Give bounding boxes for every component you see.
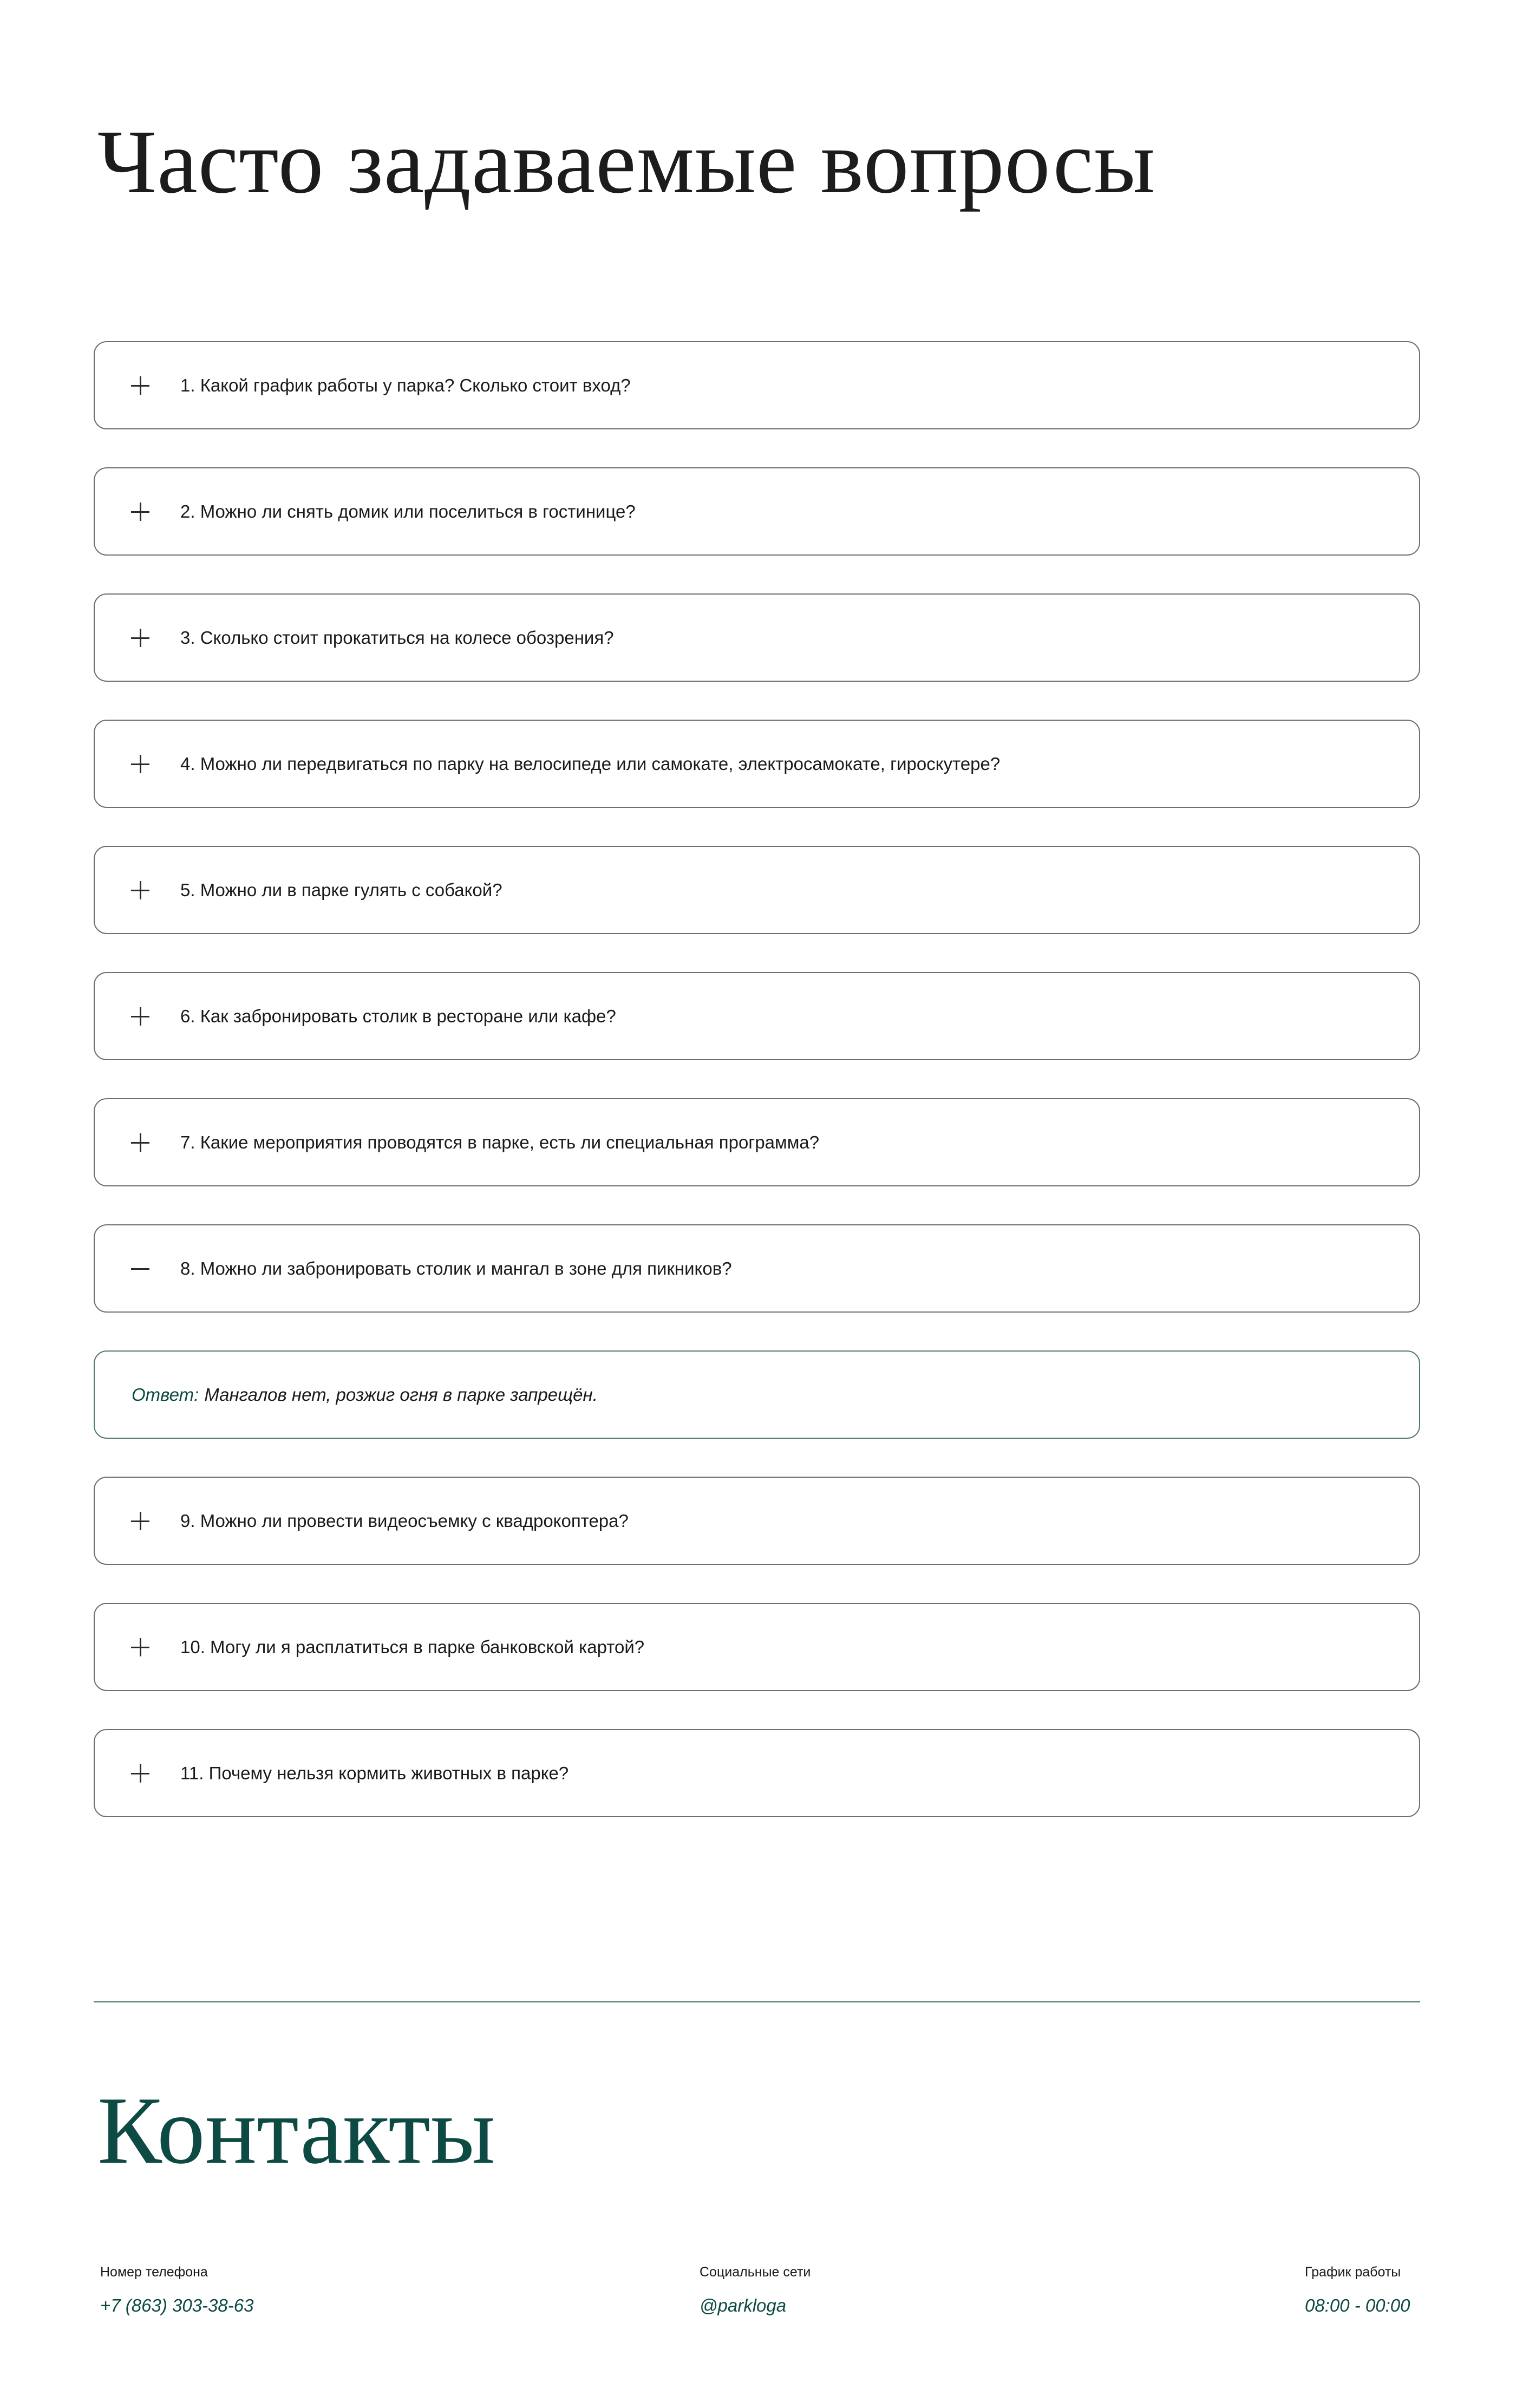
phone-label: Номер телефона bbox=[100, 2265, 208, 2280]
faq-item-7[interactable] bbox=[94, 1098, 1420, 1186]
answer-label: Ответ: bbox=[132, 1384, 199, 1405]
plus-icon[interactable] bbox=[129, 753, 151, 775]
faq-question: 3. Сколько стоит прокатиться на колесе обозрения? bbox=[180, 627, 614, 648]
faq-question: 6. Как забронировать столик в ресторане или кафе? bbox=[180, 1006, 616, 1026]
plus-icon[interactable] bbox=[129, 1636, 151, 1658]
phone-link[interactable]: +7 (863) 303-38-63 bbox=[100, 2295, 254, 2315]
faq-question: 11. Почему нельзя кормить животных в парке? bbox=[180, 1763, 569, 1783]
plus-icon[interactable] bbox=[129, 879, 151, 901]
faq-question: 10. Могу ли я расплатиться в парке банковской картой? bbox=[180, 1636, 645, 1657]
faq-item-11[interactable] bbox=[94, 1729, 1420, 1817]
section-divider bbox=[94, 2001, 1420, 2002]
plus-icon[interactable] bbox=[129, 1763, 151, 1784]
schedule-value: 08:00 - 00:00 bbox=[1305, 2295, 1410, 2315]
answer-text: Мангалов нет, розжиг огня в парке запрещён. bbox=[204, 1384, 598, 1405]
contacts-title: Контакты bbox=[97, 2077, 495, 2184]
faq-item-10[interactable] bbox=[94, 1603, 1420, 1691]
faq-item-1[interactable] bbox=[94, 341, 1420, 429]
faq-item-6[interactable] bbox=[94, 972, 1420, 1060]
plus-icon[interactable] bbox=[129, 1006, 151, 1027]
plus-icon[interactable] bbox=[129, 375, 151, 396]
faq-question: 4. Можно ли передвигаться по парку на велосипеде или самокате, электросамокате, гироскутере? bbox=[180, 753, 1001, 774]
faq-item-2[interactable] bbox=[94, 467, 1420, 556]
faq-question: 8. Можно ли забронировать столик и мангал в зоне для пикников? bbox=[180, 1258, 732, 1278]
faq-item-9[interactable] bbox=[94, 1477, 1420, 1565]
faq-item-8-expanded[interactable] bbox=[94, 1224, 1420, 1313]
minus-icon[interactable] bbox=[129, 1258, 151, 1280]
faq-list bbox=[94, 341, 1420, 1855]
faq-title: Часто задаваемые вопросы bbox=[97, 112, 1156, 212]
contact-phone bbox=[100, 2265, 253, 2316]
plus-icon[interactable] bbox=[129, 1510, 151, 1532]
faq-item-4[interactable] bbox=[94, 720, 1420, 808]
faq-item-5[interactable] bbox=[94, 846, 1420, 934]
contact-schedule bbox=[1305, 2265, 1410, 2316]
faq-question: 1. Какой график работы у парка? Сколько стоит вход? bbox=[180, 375, 631, 395]
schedule-label: График работы bbox=[1305, 2265, 1401, 2280]
social-link[interactable]: @parkloga bbox=[700, 2295, 787, 2315]
faq-question: 5. Можно ли в парке гулять с собакой? bbox=[180, 879, 502, 900]
social-label: Социальные сети bbox=[700, 2265, 811, 2280]
faq-question: 7. Какие мероприятия проводятся в парке, есть ли специальная программа? bbox=[180, 1132, 820, 1152]
faq-answer bbox=[94, 1350, 1420, 1439]
faq-item-3[interactable] bbox=[94, 593, 1420, 682]
faq-question: 2. Можно ли снять домик или поселиться в гостинице? bbox=[180, 501, 636, 521]
plus-icon[interactable] bbox=[129, 627, 151, 649]
contact-social bbox=[700, 2265, 811, 2316]
plus-icon[interactable] bbox=[129, 501, 151, 523]
plus-icon[interactable] bbox=[129, 1132, 151, 1153]
faq-question: 9. Можно ли провести видеосъемку с квадрокоптера? bbox=[180, 1510, 629, 1531]
